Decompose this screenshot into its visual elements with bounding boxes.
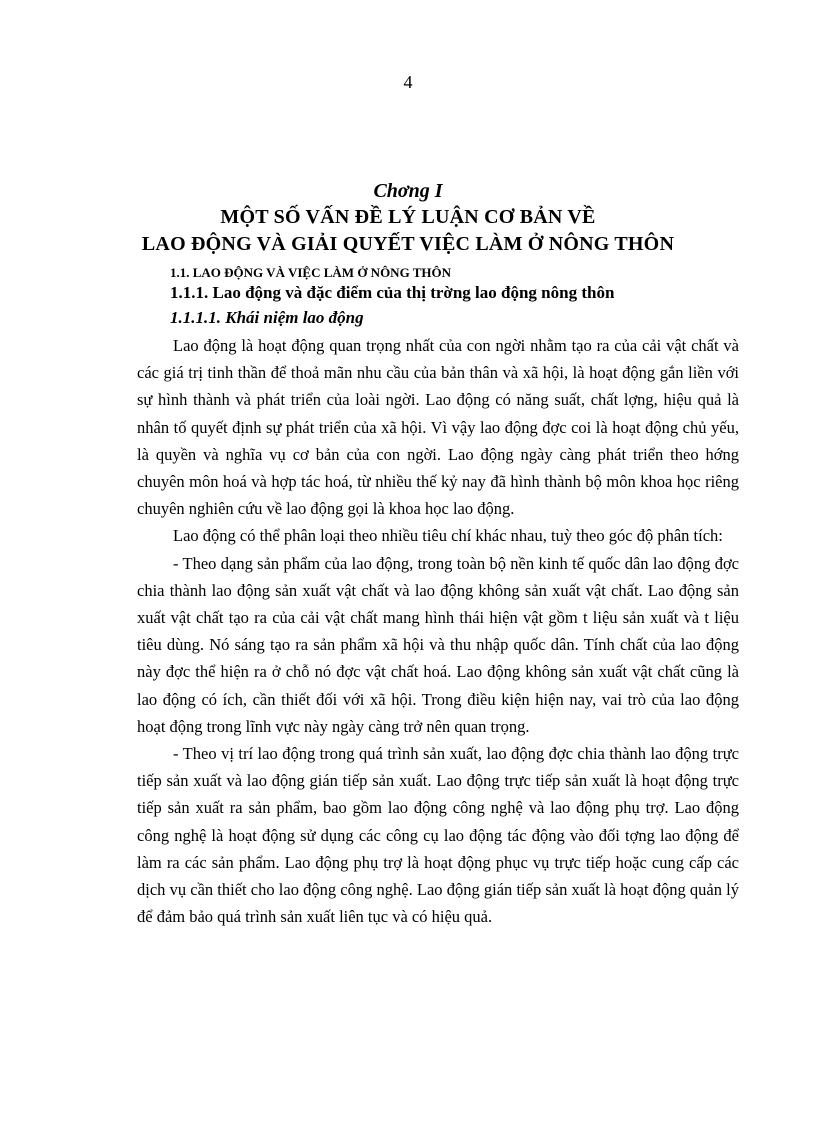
- paragraph: - Theo dạng sản phẩm của lao động, trong toàn bộ nền kinh tế quốc dân lao động đợc chia thành lao động sản xuất vật chất và lao động không sản xuất vật chất. Lao động sản xuất vật chất tạo ra của cải vật chất mang hình thái hiện vật gồm t liệu sản xuất và t liệu tiêu dùng. Nó sáng tạo ra sản phẩm xã hội và thu nhập quốc dân. Tính chất của lao động này đợc thể hiện ra ở chỗ nó đợc vật chất hoá. Lao động không sản xuất vật chất cũng là lao động có ích, cần thiết đối với xã hội. Trong điều kiện hiện nay, vai trò của lao động hoạt động trong lĩnh vực này ngày càng trở nên quan trọng.: [137, 553, 739, 736]
- paragraph: Lao động là hoạt động quan trọng nhất của con ngời nhằm tạo ra của cải vật chất và các giá trị tinh thần để thoả mãn nhu cầu của bản thân và xã hội, là hoạt động gắn liền với sự hình thành và phát triển của loài ngời. Lao động có năng suất, chất lợng, hiệu quả là nhân tố quyết định sự phát triển của xã hội. Vì vậy lao động đợc coi là hoạt động chủ yếu, là quyền và nghĩa vụ cơ bản của con ngời. Lao động ngày càng phát triển theo hớng chuyên môn hoá và hợp tác hoá, từ nhiều thế kỷ nay đã hình thành bộ môn khoa học riêng chuyên nghiên cứu về lao động gọi là khoa học lao động.: [137, 336, 739, 519]
- paragraph: Lao động có thể phân loại theo nhiều tiêu chí khác nhau, tuỳ theo góc độ phân tích:: [173, 526, 723, 546]
- section-heading-1-1-1: 1.1.1. Lao động và đặc điểm của thị trờng lao động nông thôn: [170, 283, 615, 302]
- section-heading-1-1-1-1: 1.1.1.1. Khái niệm lao động: [170, 308, 364, 327]
- section-heading-1-1: 1.1. LAO ĐỘNG VÀ VIỆC LÀM Ở NÔNG THÔN: [170, 265, 451, 280]
- paragraph: - Theo vị trí lao động trong quá trình sản xuất, lao động đợc chia thành lao động trực tiếp sản xuất và lao động gián tiếp sản xuất. Lao động trực tiếp sản xuất là hoạt động trực tiếp sản xuất ra sản phẩm, bao gồm lao động công nghệ và lao động phụ trợ. Lao động công nghệ là hoạt động sử dụng các công cụ lao động tác động vào đối tợng lao động để làm ra các sản phẩm. Lao động phụ trợ là hoạt động phục vụ trực tiếp hoặc cung cấp các dịch vụ cần thiết cho lao động công nghệ. Lao động gián tiếp sản xuất là hoạt động quản lý để đảm bảo quá trình sản xuất liên tục và có hiệu quả.: [137, 744, 739, 927]
- body-text: [137, 332, 739, 930]
- chapter-heading: Chơng I: [373, 180, 443, 202]
- chapter-title-line-2: LAO ĐỘNG VÀ GIẢI QUYẾT VIỆC LÀM Ở NÔNG THÔN: [141, 233, 675, 255]
- chapter-title-line-1: MỘT SỐ VẤN ĐỀ LÝ LUẬN CƠ BẢN VỀ: [220, 206, 596, 228]
- page-number: 4: [403, 72, 413, 92]
